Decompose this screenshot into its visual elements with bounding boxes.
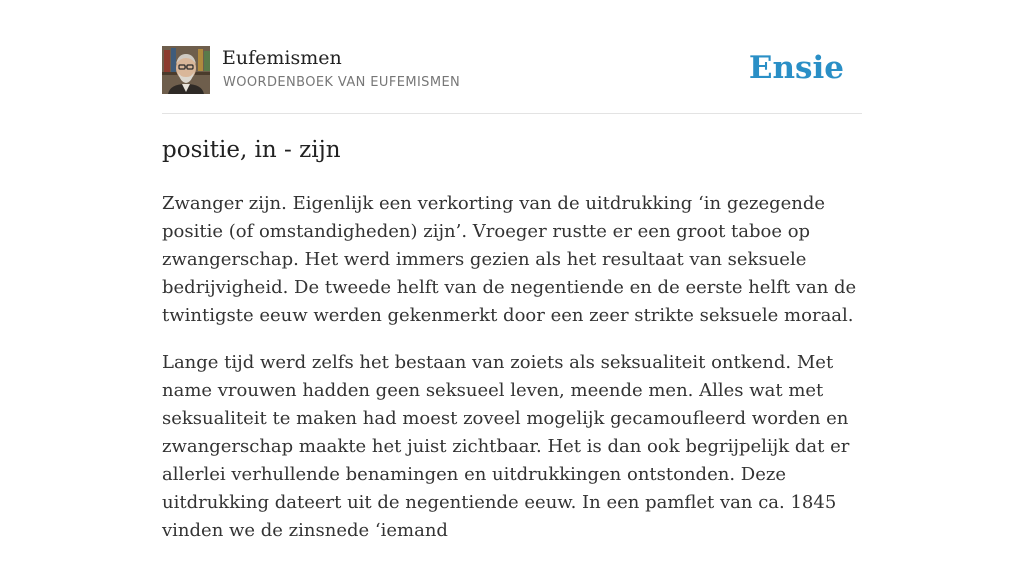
entry-header: [162, 46, 862, 96]
entry-paragraph-1: Zwanger zijn. Eigenlijk een verkorting van de uitdrukking ‘in gezegende positie (of omstandigheden) zijn’. Vroeger rustte er een groot taboe op zwangerschap. Het werd immers gezien als het resultaat van seksuele bedrijvigheid. De tweede helft van de negentiende en de eerste helft van de twintigste eeuw werden gekenmerkt door een zeer strikte seksuele moraal.: [162, 193, 857, 326]
author-name-link[interactable]: Eufemismen: [222, 47, 342, 69]
ensie-logo-link[interactable]: Ensie: [748, 50, 844, 86]
dictionary-subtitle: WOORDENBOEK VAN EUFEMISMEN: [223, 75, 461, 90]
header-divider: [162, 113, 862, 114]
entry-title: positie, in - zijn: [162, 137, 341, 163]
entry-body: [162, 190, 872, 564]
entry-paragraph-2: Lange tijd werd zelfs het bestaan van zoiets als seksualiteit ontkend. Met name vrouwen hadden geen seksueel leven, meende men. Alles wat met seksualiteit te maken had moest zoveel mogelijk gecamoufleerd worden en zwangerschap maakte het juist zichtbaar. Het is dan ook begrijpelijk dat er allerlei verhullende benamingen en uitdrukkingen ontstonden. Deze uitdrukking dateert uit de negentiende eeuw. In een pamflet van ca. 1845 vinden we de zinsnede ‘iemand: [162, 352, 850, 541]
author-avatar[interactable]: [162, 46, 210, 94]
person-portrait-icon: [162, 46, 210, 94]
